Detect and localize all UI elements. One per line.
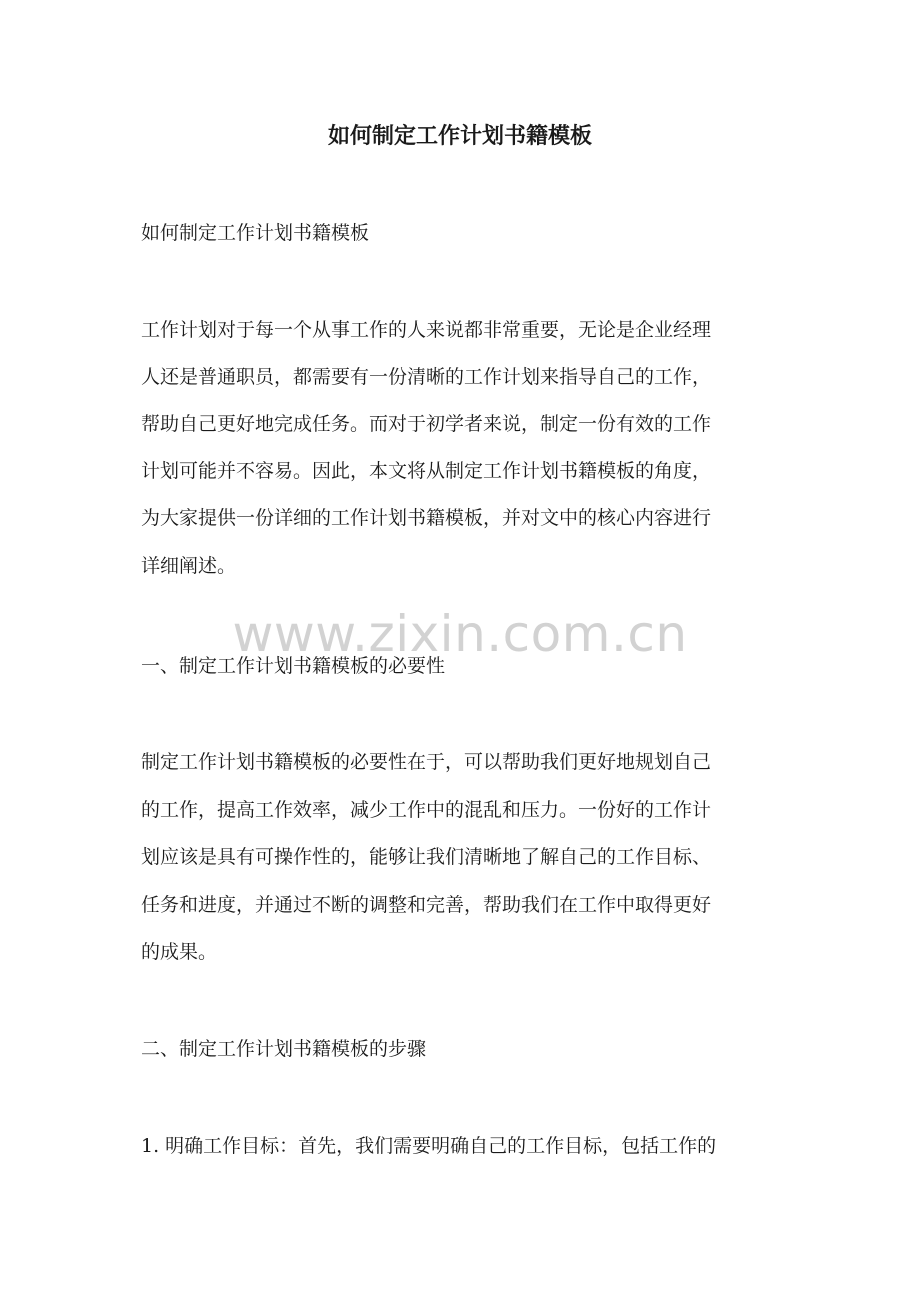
section2-heading: 二、制定工作计划书籍模板的步骤: [141, 1038, 427, 1060]
intro-line: 帮助自己更好地完成任务。而对于初学者来说，制定一份有效的工作: [141, 413, 712, 435]
section1-line: 制定工作计划书籍模板的必要性在于，可以帮助我们更好地规划自己: [141, 751, 712, 773]
intro-line: 人还是普通职员，都需要有一份清晰的工作计划来指导自己的工作，: [141, 366, 712, 388]
intro-line: 计划可能并不容易。因此，本文将从制定工作计划书籍模板的角度，: [141, 460, 712, 482]
intro-line: 工作计划对于每一个从事工作的人来说都非常重要，无论是企业经理: [141, 319, 712, 341]
section1-line: 的工作，提高工作效率，减少工作中的混乱和压力。一份好的工作计: [141, 799, 712, 821]
step1-line: 1. 明确工作目标：首先，我们需要明确自己的工作目标，包括工作的: [141, 1135, 717, 1157]
section1-line: 任务和进度，并通过不断的调整和完善，帮助我们在工作中取得更好: [141, 894, 712, 916]
document-subtitle: 如何制定工作计划书籍模板: [141, 222, 370, 244]
section1-line: 的成果。: [141, 941, 218, 963]
section1-heading: 一、制定工作计划书籍模板的必要性: [141, 655, 446, 677]
document-title: 如何制定工作计划书籍模板: [327, 123, 592, 149]
intro-line: 为大家提供一份详细的工作计划书籍模板，并对文中的核心内容进行: [141, 507, 712, 529]
watermark: www.zixin.com.cn: [232, 605, 688, 663]
section1-line: 划应该是具有可操作性的，能够让我们清晰地了解自己的工作目标、: [141, 846, 712, 868]
intro-line: 详细阐述。: [141, 555, 237, 577]
